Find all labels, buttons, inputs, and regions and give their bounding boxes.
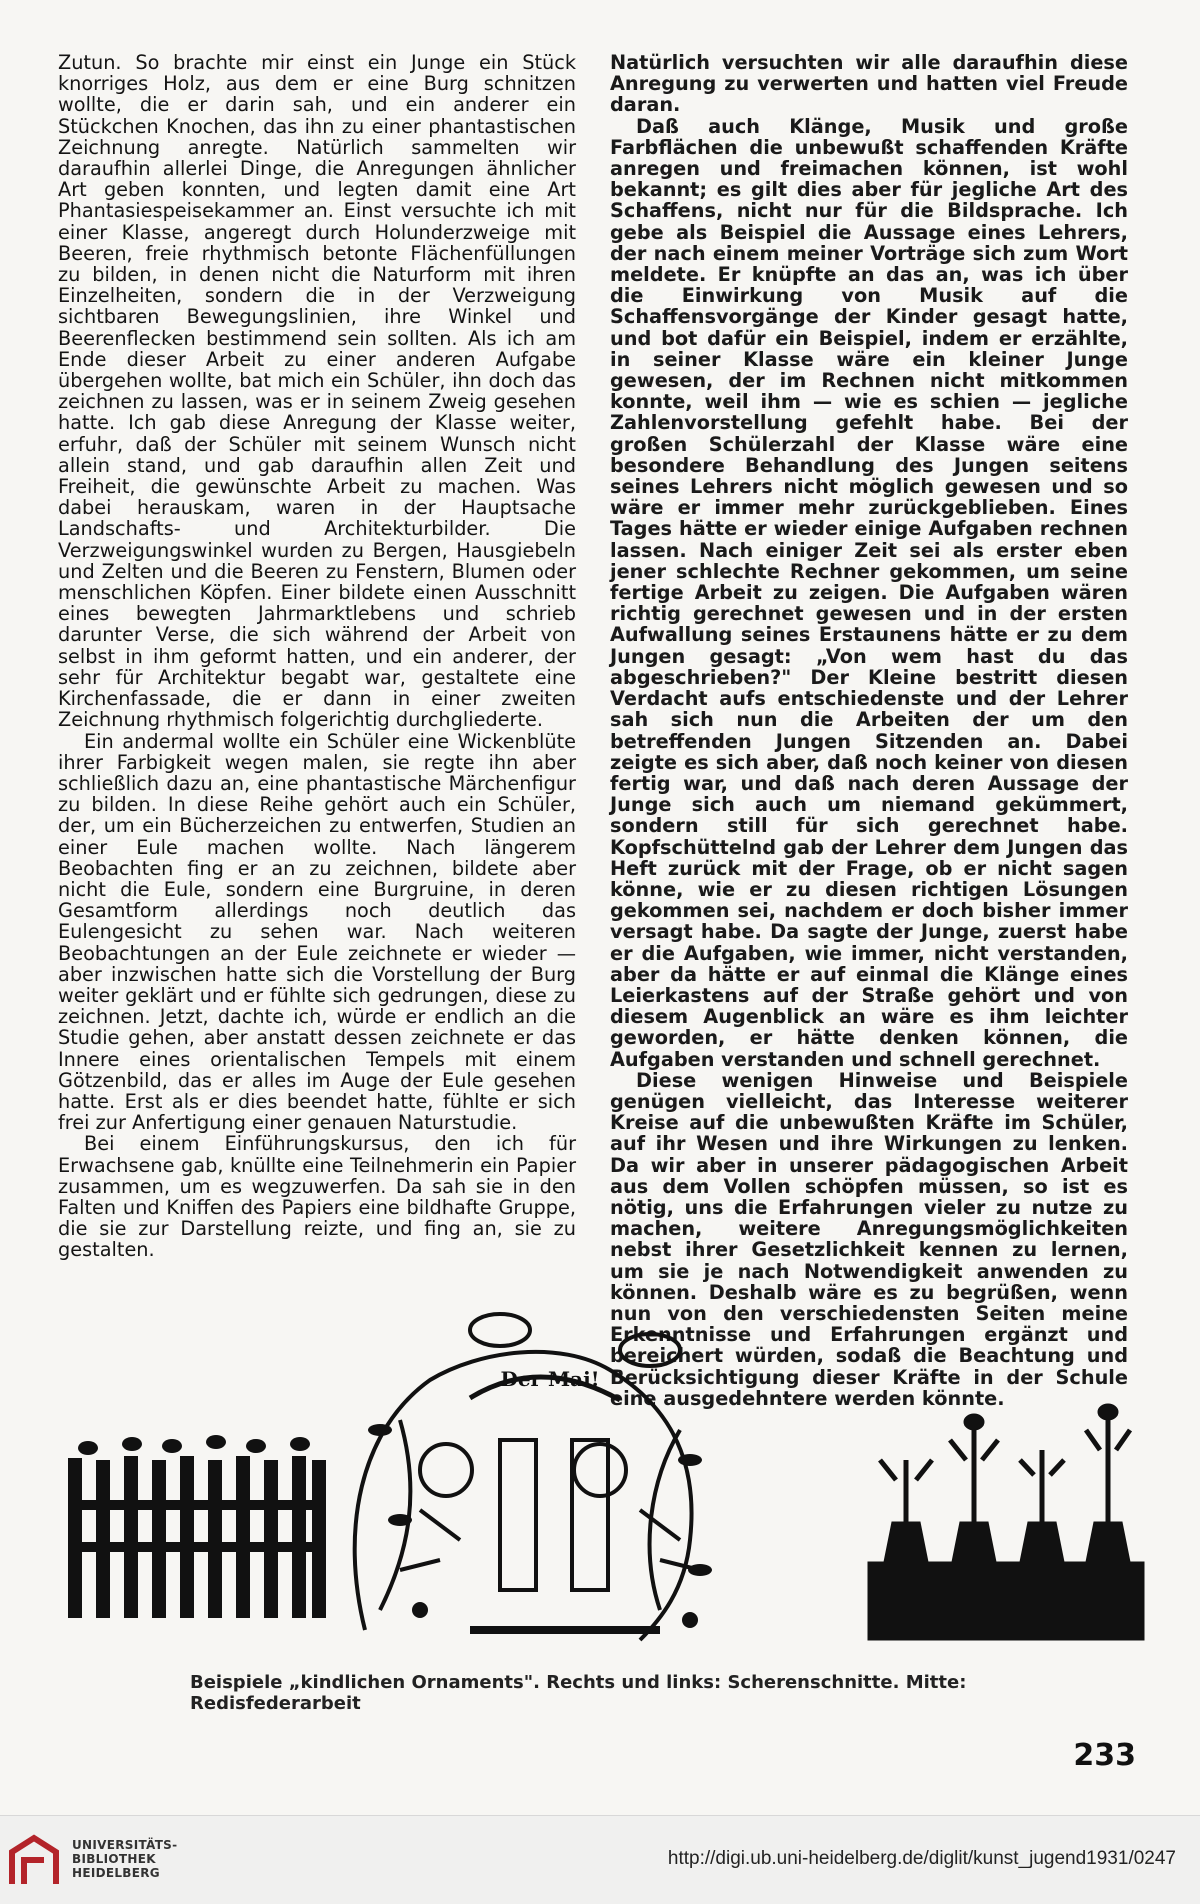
fence-silhouette [68, 1435, 326, 1618]
library-name-line: BIBLIOTHEK [72, 1852, 156, 1866]
paragraph: Natürlich versuchten wir alle daraufhin diese Anregung zu verwerten und hatten viel Freude daran. [610, 51, 1128, 117]
paragraph: Bei einem Einführungskursus, den ich für Erwachsene gab, knüllte eine Teilnehmerin ein Papier zusammen, um es wegzuwerfen. Da sah sie in den Falten und Kniffen des Papiers eine bildhafte Gruppe, die sie zur Darstellung reizte, und fing an, sie zu gestalten. [58, 1132, 576, 1262]
potted-plants-silhouette [868, 1404, 1144, 1640]
page-number: 233 [1073, 1738, 1136, 1773]
paragraph: Diese wenigen Hinweise und Beispiele genügen vielleicht, das Interesse weiterer Kreise auf die unbewußten Kräfte im Schüler, auf ihr Wesen und ihre Wirkungen zu lenken. Da wir aber in unserer pädagogischen Arbeit aus dem Vollen schöpfen müssen, so ist es nötig, uns die Erfahrungen vieler zu nutze zu machen, weitere Anregungsmöglichkeiten nebst ihrer Gesetzlichkeit kennen zu lernen, um sie je nach Notwendigkeit anwenden zu können. Deshalb wäre es zu begrüßen, wenn nun von den verschiedensten Seiten meine Erkenntnisse und Erfahrungen ergänzt und bereichert würden, sodaß die Beachtung und Berücksichtigung dieser Kräfte in der Schule eine ausgedehntere werden könnte. [610, 1068, 1128, 1410]
paragraph: Zutun. So brachte mir einst ein Junge ein Stück knorriges Holz, aus dem er eine Burg schnitzen wollte, die er darin sah, und ein anderer ein Stückchen Knochen, das ihn zu einer phantastischen Zeichnung anregte. Natürlich sammelten wir daraufhin allerlei Dinge, die Anregungen ähnlicher Art geben konnten, und legten damit eine Art Phantasiespeisekammer an. Einst versuchte ich mit einer Klasse, angeregt durch Holunderzweige mit Beeren, freie rhythmisch betonte Flächenfüllungen zu bilden, in denen nicht die Naturform mit ihren Einzelheiten, sondern die in der Verzweigung sichtbaren Bewegungslinien, ihre Winkel und Beerenflecken bestimmend sein sollten. Als ich am Ende dieser Arbeit zu einer anderen Aufgabe übergehen wollte, bat mich ein Schüler, ihn doch das zeichnen zu lassen, was er in seinem Zweig gesehen hatte. Ich gab diese Anregung der Klasse weiter, erfuhr, daß der Schüler mit seinem Wunsch nicht allein stand, und gab daraufhin allen Zeit und Freiheit, die gewünschte Arbeit zu machen. Was dabei herauskam, waren in der Hauptsache Landschafts- und Architekturbilder. Die Verzweigungswinkel wurden zu Bergen, Hausgiebeln und Zelten und die Beeren zu Fenstern, Blumen oder menschlichen Köpfen. Einer bildete einen Ausschnitt eines bewegten Jahrmarktlebens und schrieb darunter Verse, die sich während der Arbeit von selbst in ihm geformt hatten, und ein anderer, der sehr für Architektur begabt war, gestaltete eine Kirchenfassade, die er dann in einer zweiten Zeichnung rhythmisch folgerichtig durchgliederte. [58, 51, 576, 732]
ornament-illustrations [0, 1310, 1200, 1690]
library-name [72, 1838, 177, 1880]
left-text-column [58, 52, 576, 1261]
permalink-url[interactable]: http://digi.ub.uni-heidelberg.de/diglit/kunst_jugend1931/0247 [667, 1848, 1176, 1869]
library-logo-icon [6, 1830, 62, 1890]
paragraph: Daß auch Klänge, Musik und große Farbflächen die unbewußt schaffenden Kräfte anregen und freimachen können, ist wohl bekannt; es gilt dies aber für jegliche Art des Schaffens, nicht nur für die Bildsprache. Ich gebe als Beispiel die Aussage eines Lehrers, der nach einem meiner Vorträge sich zum Wort meldete. Er knüpfte an das an, was ich über die Einwirkung von Musik auf die Schaffensvorgänge der Kinder gesagt hatte, und bot dafür ein Beispiel, indem er erzählte, in seiner Klasse wäre ein kleiner Junge gewesen, der im Rechnen nicht mitkommen konnte, weil ihm — wie es schien — jegliche Zahlenvorstellung gefehlt habe. Bei der großen Schülerzahl der Klasse wäre eine besondere Behandlung des Jungen seitens seines Lehrers nicht möglich gewesen und so wäre er immer mehr zurückgeblieben. Eines Tages hätte er wieder einige Aufgaben rechnen lassen. Nach einiger Zeit sei als erster eben jener schlechte Rechner gekommen, um seine fertige Arbeit zu zeigen. Die Aufgaben wären richtig gerechnet gewesen und in der ersten Aufwallung seines Erstaunens hätte er zu dem Jungen gesagt: „Von wem hast du das abgeschrieben?" Der Kleine bestritt diesen Verdacht aufs entschiedenste und der Lehrer sah sich nun die Arbeiten der um den betreffenden Jungen Sitzenden an. Dabei zeigte es sich aber, daß noch keiner von diesen fertig war, und daß nach deren Aussage der Junge sich auch um niemand gekümmert, sondern still für sich gerechnet habe. Kopfschüttelnd gab der Lehrer dem Jungen das Heft zurück mit der Frage, ob er nicht sagen könne, wie er zu diesen richtigen Lösungen gekommen sei, nachdem er doch bisher immer versagt habe. Da sagte der Junge, zuerst habe er die Aufgaben, wie immer, nicht verstanden, aber da hätte er auf einmal die Klänge eines Leierkastens auf der Straße gehört und von diesem Augenblick an wäre es ihm leichter geworden, er hätte denken können, die Aufgaben verstanden und schnell gerechnet. [610, 114, 1128, 1071]
pen-drawing-couple [355, 1314, 700, 1640]
banner-text: Der Mai! [500, 1367, 600, 1391]
figure-caption: Beispiele „kindlichen Ornaments". Rechts und links: Scherenschnitte. Mitte: Redisfederarbeit [190, 1672, 967, 1714]
library-name-line: HEIDELBERG [72, 1866, 160, 1880]
library-name-line: UNIVERSITÄTS- [72, 1838, 178, 1852]
paragraph: Ein andermal wollte ein Schüler eine Wickenblüte ihrer Farbigkeit wegen malen, sie regte ihn aber schließlich dazu an, eine phantastische Märchenfigur zu bilden. In diese Reihe gehört auch ein Schüler, der, um ein Bücherzeichen zu entwerfen, Studien an einer Eule machen wollte. Nach längerem Beobachten fing er an zu zeichnen, bildete aber nicht die Eule, sondern eine Burgruine, in deren Gesamtform allerdings noch deutlich das Eulengesicht zu sehen war. Nach weiteren Beobachtungen an der Eule zeichnete er wieder — aber inzwischen hatte sich die Vorstellung der Burg weiter geklärt und er fühlte sich gedrungen, diese zu zeichnen. Jetzt, dachte ich, würde er endlich an die Studie gehen, aber anstatt dessen zeichnete er das Innere eines orientalischen Tempels mit einem Götzenbild, das er alles im Auge der Eule gesehen hatte. Erst als er dies beendet hatte, fühlte er sich frei zur Anfertigung einer genauen Naturstudie. [58, 729, 576, 1135]
right-text-column [610, 52, 1128, 1409]
viewer-footer [0, 1815, 1200, 1904]
